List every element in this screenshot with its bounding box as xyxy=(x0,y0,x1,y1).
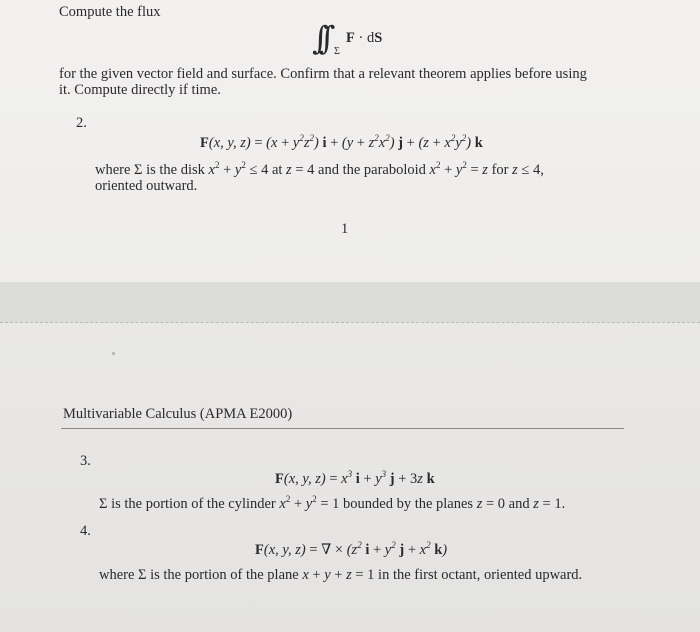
course-header: Multivariable Calculus (APMA E2000) xyxy=(63,406,293,422)
paper-speck xyxy=(112,352,115,355)
problem-4-desc: where Σ is the portion of the plane x + y + z = 1 in the first octant, oriented upward. xyxy=(99,567,583,583)
header-rule xyxy=(61,428,624,429)
double-integral-symbol: ∫∫ xyxy=(312,19,326,57)
flux-integral xyxy=(312,18,392,62)
problem-2-number: 2. xyxy=(76,115,87,131)
page-number: 1 xyxy=(341,221,349,237)
problem-2-desc-line-1: where Σ is the disk $x^2 + y^2 \le 4$ at z = 4 and the paraboloid $x^2 + y^2 = z$ for z ≤ 4, xyxy=(95,160,544,178)
problem-2-desc-line-2: oriented outward. xyxy=(95,178,198,194)
problem-3-field: F(x, y, $z) = x^3$ $i + y^3$ j + 3z k xyxy=(275,469,435,487)
instruction-line-2: it. Compute directly if time. xyxy=(59,82,221,98)
instruction-line-1: for the given vector field and surface. Confirm that a relevant theorem applies before using xyxy=(59,66,587,82)
problem-4-number: 4. xyxy=(80,523,91,539)
page-gap xyxy=(0,282,700,322)
problem-3-number: 3. xyxy=(80,453,91,469)
integral-subscript: Σ xyxy=(334,46,340,57)
problem-2-field: F(x, y, $z) = (x + y^2z^2)$ $i + (y + z^2x^2)$ $j + (z + x^2y^2)$ k xyxy=(200,133,483,151)
problem-3-desc: Σ is the portion of the cylinder $x^2 + y^2 = 1$ bounded by the planes z = 0 and z = 1. xyxy=(99,494,566,512)
intro-heading: Compute the flux xyxy=(59,4,161,20)
problem-4-field: F(x, y, z) = ∇ × ($z^2$ $i + y^2$ $j + x^2$ k) xyxy=(255,540,448,558)
integral-integrand: F · dS xyxy=(346,30,383,46)
